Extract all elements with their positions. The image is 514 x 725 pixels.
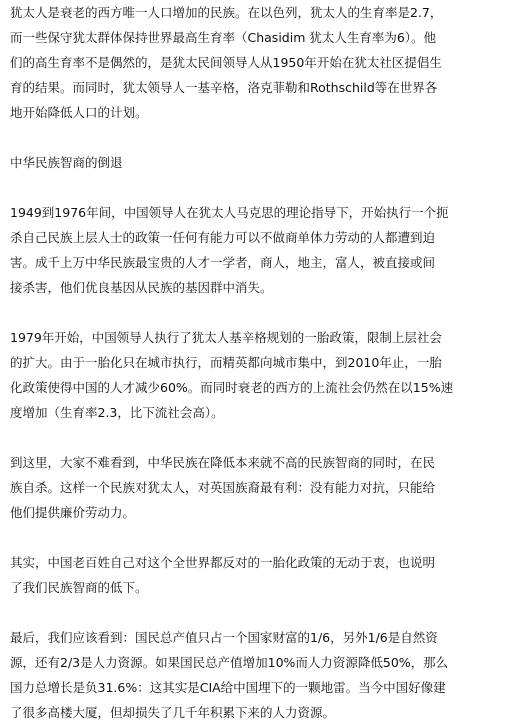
paragraph-gap: [10, 600, 506, 625]
text-line: 了我们民族智商的低下。: [10, 580, 148, 595]
paragraph-gap: [10, 300, 506, 325]
text-line: 杀自己民族上层人士的政策一任何有能力可以不做商单体力劳动的人都遭到迫: [10, 230, 436, 245]
section-heading: 中华民族智商的倒退: [10, 155, 123, 170]
text-line: 们的高生育率不是偶然的，是犹太民间领导人从1950年开始在犹太社区提倡生: [10, 55, 442, 70]
text-line: 育的结果。而同时，犹太领导人一基辛格，洛克菲勒和Rothschild等在世界各: [10, 80, 438, 95]
text-line: 到这里，大家不难看到，中华民族在降低本来就不高的民族智商的同时，在民: [10, 455, 436, 470]
text-line: 了很多高楼大厦，但却损失了几千年积累下来的人力资源。: [10, 705, 336, 720]
paragraph-5: [10, 550, 506, 600]
text-line: 他们提供廉价劳动力。: [10, 505, 136, 520]
text-line: 接杀害，他们优良基因从民族的基因群中消失。: [10, 280, 273, 295]
paragraph-gap: [10, 125, 506, 150]
text-line: 国力总增长是负31.6%：这其实是CIA给中国埋下的一颗地雷。当今中国好像建: [10, 680, 446, 695]
paragraph-2: [10, 200, 506, 300]
text-line: 犹太人是衰老的西方唯一人口增加的民族。在以色列，犹太人的生育率是2.7，: [10, 5, 443, 20]
paragraph-gap: [10, 425, 506, 450]
text-line: 族自杀。这样一个民族对犹太人，对英国族裔最有利：没有能力对抗，只能给: [10, 480, 436, 495]
text-line: 其实，中国老百姓自己对这个全世界都反对的一胎化政策的无动于衷，也说明: [10, 555, 436, 570]
paragraph-gap: [10, 525, 506, 550]
text-line: 地开始降低人口的计划。: [10, 105, 148, 120]
paragraph-6: [10, 625, 506, 725]
article-body: [10, 0, 506, 725]
paragraph-1: [10, 0, 506, 125]
text-line: 的扩大。由于一胎化只在城市执行，而精英都向城市集中，到2010年止，一胎: [10, 355, 442, 370]
paragraph-4: [10, 450, 506, 525]
paragraph-gap: [10, 175, 506, 200]
text-line: 源，还有2/3是人力资源。如果国民总产值增加10%而人力资源降低50%，那么: [10, 655, 449, 670]
text-line: 最后，我们应该看到：国民总产值只占一个国家财富的1/6，另外1/6是自然资: [10, 630, 438, 645]
text-line: 度增加（生育率2.3，比下流社会高）。: [10, 405, 224, 420]
text-line: 化政策使得中国的人才减少60%。而同时衰老的西方的上流社会仍然在以15%速: [10, 380, 454, 395]
text-line: 1979年开始，中国领导人执行了犹太人基辛格规划的一胎政策，限制上层社会: [10, 330, 442, 345]
text-line: 1949到1976年间，中国领导人在犹太人马克思的理论指导下，开始执行一个扼: [10, 205, 449, 220]
text-line: 害。成千上万中华民族最宝贵的人才一学者，商人，地主，富人，被直接或间: [10, 255, 436, 270]
paragraph-3: [10, 325, 506, 425]
text-line: 而一些保守犹太群体保持世界最高生育率（Chasidim 犹太人生育率为6）。他: [10, 30, 437, 45]
